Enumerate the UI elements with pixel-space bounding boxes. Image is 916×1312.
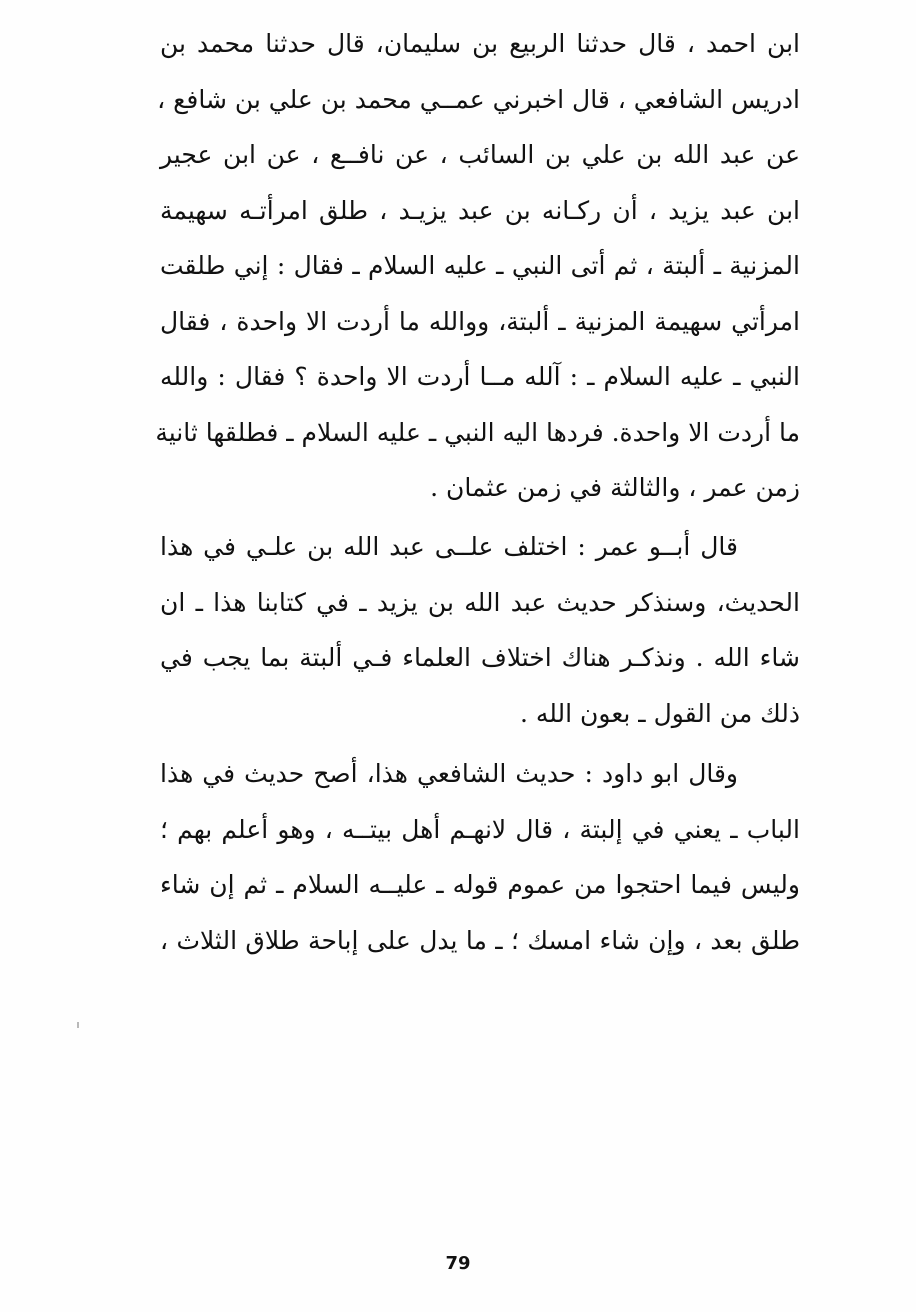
text-line: امرأتي سهيمة المزنية ـ ألبتة، ووالله ما أردت الا واحدة ، فقال: [160, 306, 800, 336]
text-line: طلق بعد ، وإن شاء امسك ؛ ـ ما يدل على إباحة طلاق الثلاث ،: [160, 925, 800, 955]
text-line: عن عبد الله بن علي بن السائب ، عن نافــع ، عن ابن عجير: [160, 140, 800, 169]
text-line: المزنية ـ ألبتة ، ثم أتى النبي ـ عليه السلام ـ فقال : إني طلقت: [160, 251, 800, 280]
text-line: الباب ـ يعني في إلبتة ، قال لانهـم أهل بيتــه ، وهو أعلم بهم ؛: [160, 814, 800, 844]
paragraph-2: [160, 519, 800, 741]
text-line: النبي ـ عليه السلام ـ : آلله مــا أردت الا واحدة ؟ فقال : والله: [160, 362, 800, 391]
paragraph-3: [160, 746, 800, 968]
text-line: ابن احمد ، قال حدثنا الربيع بن سليمان، قال حدثنا محمد بن: [160, 29, 800, 58]
text-line: ذلك من القول ـ بعون الله .: [519, 698, 800, 728]
text-line: ابن عبد يزيد ، أن ركـانه بن عبد يزيـد ، طلق امرأتـه سهيمة: [160, 195, 800, 225]
text-line: الحديث، وسنذكر حديث عبد الله بن يزيد ـ في كتابنا هذا ـ ان: [160, 587, 800, 617]
page-number: 79: [445, 1253, 471, 1274]
text-line: شاء الله . ونذكـر هناك اختلاف العلماء فـي ألبتة بما يجب في: [160, 643, 800, 672]
text-line: زمن عمر ، والثالثة في زمن عثمان .: [430, 473, 800, 502]
text-line: وقال ابو داود : حديث الشافعي هذا، أصح حديث في هذا: [160, 759, 738, 788]
text-line: قال أبــو عمر : اختلف علــى عبد الله بن علـي في هذا: [160, 532, 738, 561]
text-line: وليس فيما احتجوا من عموم قوله ـ عليــه السلام ـ ثم إن شاء: [160, 870, 800, 899]
paragraph-1: [155, 16, 800, 516]
text-line: ادريس الشافعي ، قال اخبرني عمــي محمد بن علي بن شافع ،: [157, 84, 800, 114]
text-line: ما أردت الا واحدة. فردها اليه النبي ـ عليه السلام ـ فطلقها ثانية: [155, 417, 800, 447]
scan-speck: [77, 1022, 79, 1028]
